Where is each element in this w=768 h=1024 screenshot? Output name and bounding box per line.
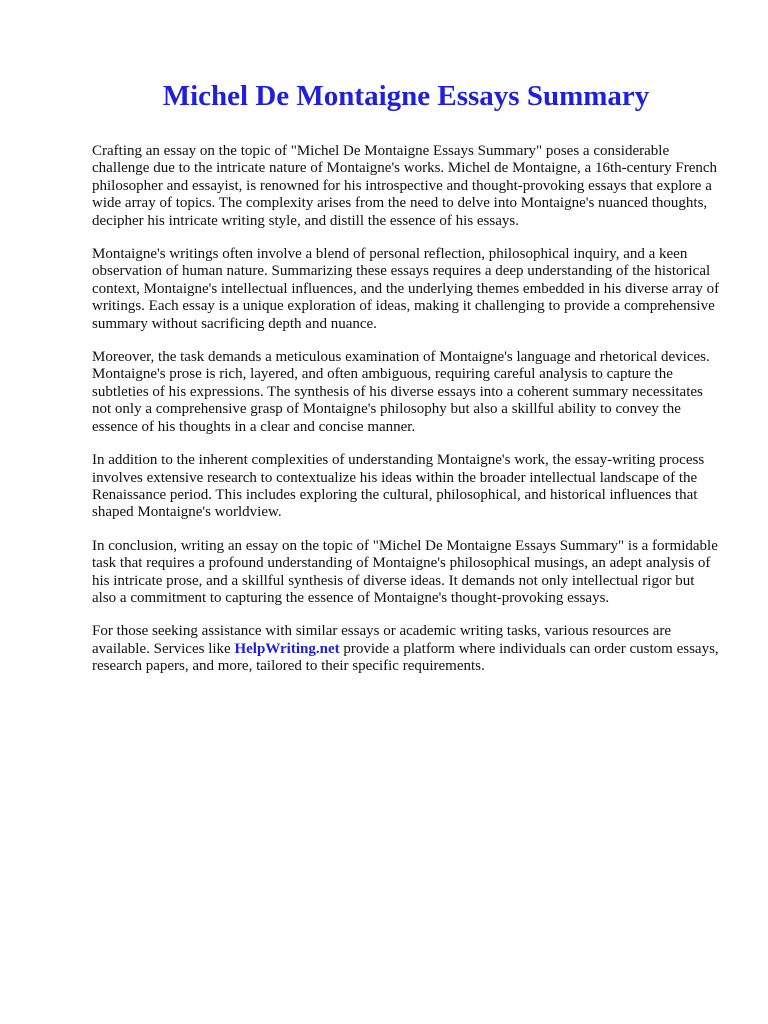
- closing-text-before-link: For those seeking assistance with similar essays or academic writing tasks, various resources are available. Services like: [92, 623, 672, 657]
- paragraph-2: Montaigne's writings often involve a blend of personal reflection, philosophical inquiry, and a keen observation of human nature. Summarizing these essays requires a deep understanding of the historical context, Montaigne's intellectual influences, and the underlying themes embedded in his diverse array of writings. Each essay is a unique exploration of ideas, making it challenging to provide a comprehensive summary without sacrificing depth and nuance.: [92, 246, 720, 332]
- closing-text-after-link: provide a platform where individuals can order custom essays, research papers, and more, tailored to their specific requirements.: [92, 640, 719, 675]
- paragraph-4: In addition to the inherent complexities of understanding Montaigne's work, the essay-writing process involves extensive research to contextualize his ideas within the broader intellectual landscape of the Renaissance period. This includes exploring the cultural, philosophical, and historical influences that shaped Montaigne's worldview.: [92, 452, 705, 521]
- paragraph-1: Crafting an essay on the topic of "Michel De Montaigne Essays Summary" poses a considerable challenge due to the intricate nature of Montaigne's works. Michel de Montaigne, a 16th-century French philosopher and essayist, is renowned for his introspective and thought-provoking essays that explore a wide array of topics. The complexity arises from the need to delve into Montaigne's nuanced thoughts, decipher his intricate writing style, and distill the essence of his essays.: [92, 143, 718, 229]
- page-title: Michel De Montaigne Essays Summary: [162, 80, 650, 112]
- paragraph-5: In conclusion, writing an essay on the topic of "Michel De Montaigne Essays Summary" is a formidable task that requires a profound understanding of Montaigne's philosophical musings, an adept analysis of his intricate prose, and a skillful synthesis of diverse ideas. It demands not only intellectual rigor but also a commitment to capturing the essence of Montaigne's thought-provoking essays.: [92, 537, 718, 606]
- paragraph-3: Moreover, the task demands a meticulous examination of Montaigne's language and rhetorical devices. Montaigne's prose is rich, layered, and often ambiguous, requiring careful analysis to capture the subtleties of his expressions. The synthesis of his diverse essays into a coherent summary necessitates not only a comprehensive grasp of Montaigne's philosophy but also a skillful ability to convey the essence of his thoughts in a clear and concise manner.: [92, 349, 710, 435]
- document-body: [92, 143, 722, 692]
- helpwriting-link[interactable]: HelpWriting.net: [234, 640, 340, 657]
- closing-paragraph: [92, 623, 722, 675]
